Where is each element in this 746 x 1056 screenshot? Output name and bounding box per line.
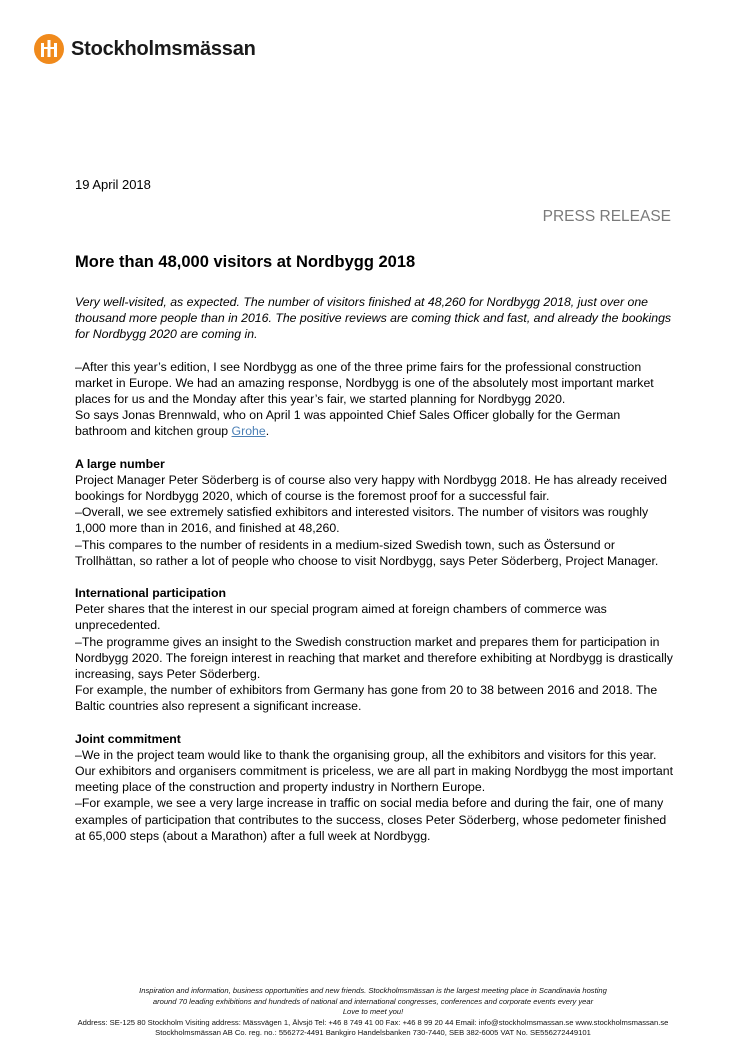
lead-paragraph: Very well-visited, as expected. The number of visitors finished at 48,260 for Nordbygg 2018, just over one thousand more people than in 2016. The positive reviews are coming thick and fast, and already the bookings for Nordbygg 2020 are coming in. bbox=[75, 295, 672, 342]
grohe-link[interactable]: Grohe bbox=[231, 424, 266, 439]
section-heading: International participation bbox=[75, 586, 226, 601]
section-paragraph: –Overall, we see extremely satisfied exhibitors and interested visitors. The number of visitors was roughly 1,000 more than in 2016, and finished at 48,260. bbox=[75, 505, 649, 536]
logo-text: Stockholmsmässan bbox=[71, 37, 256, 60]
section-paragraph: –We in the project team would like to thank the organising group, all the exhibitors and visitors for this year. Our exhibitors and organisers commitment is priceless, we are all part in making Nordbygg the most important meeting place of the construction and property industry in Northern Europe. bbox=[75, 747, 674, 795]
article-body bbox=[75, 252, 675, 844]
intro-paragraph: –After this year’s edition, I see Nordbygg as one of the three prime fairs for the professional construction market in Europe. We had an amazing response, Nordbygg is one of the absolutely most important market places for us and the Monday after this year’s fair, we started planning for Nordbygg 2020. bbox=[75, 359, 654, 407]
section-paragraph: Peter shares that the interest in our special program aimed at foreign chambers of commerce was unprecedented. bbox=[75, 602, 607, 633]
release-date: 19 April 2018 bbox=[75, 177, 151, 192]
footer-company-info: Stockholmsmässan AB Co. reg. no.: 556272-4491 Bankgiro Handelsbanken 730-7440, SEB 382-6005 VAT No. SE556272449101 bbox=[155, 1028, 591, 1037]
section-paragraph: Project Manager Peter Söderberg is of course also very happy with Nordbygg 2018. He has already received bookings for Nordbygg 2020, which of course is the foremost proof for a successful fair. bbox=[75, 472, 667, 504]
document-type-label: PRESS RELEASE bbox=[542, 208, 671, 225]
footer-slogan: Love to meet you! bbox=[342, 1007, 404, 1016]
logo bbox=[34, 34, 256, 64]
footer-address: Address: SE-125 80 Stockholm Visiting address: Mässvägen 1, Älvsjö Tel: +46 8 749 41 00 Fax: +46 8 99 20 44 Email: info@stockholmsmassan.se www.stockholmsmassan.se bbox=[77, 1017, 669, 1027]
attribution-end: . bbox=[265, 424, 270, 439]
section-paragraph: –This compares to the number of residents in a medium-sized Swedish town, such as Östersund or Trollhättan, so rather a lot of people who choose to visit Nordbygg, says Peter Söderberg, Project Manager. bbox=[75, 537, 659, 568]
section-paragraph: –The programme gives an insight to the Swedish construction market and prepares them for participation in Nordbygg 2020. The foreign interest in reaching that market and therefore exhibiting at Nordbygg is drastically increasing, says Peter Söderberg. bbox=[75, 634, 673, 682]
article-title: More than 48,000 visitors at Nordbygg 2018 bbox=[75, 253, 416, 271]
footer-tagline: Inspiration and information, business opportunities and new friends. Stockholmsmässan is the largest meeting place in Scandinavia hosting bbox=[139, 986, 607, 995]
section-paragraph: For example, the number of exhibitors from Germany has gone from 20 to 38 between 2016 and 2018. The Baltic countries also represent a significant increase. bbox=[75, 683, 658, 714]
section-paragraph: –For example, we see a very large increase in traffic on social media before and during the fair, one of many examples of participation that contributes to the success, closes Peter Söderberg, whose pedometer finished at 65,000 steps (about a Marathon) after a full week at Nordbygg. bbox=[75, 796, 667, 843]
section-heading: Joint commitment bbox=[75, 731, 181, 746]
attribution-paragraph bbox=[75, 407, 675, 439]
attribution-text: So says Jonas Brennwald, who on April 1 was appointed Chief Sales Officer globally for the German bathroom and kitchen group bbox=[75, 408, 621, 439]
stockholmsmassan-logo-icon bbox=[34, 34, 64, 64]
footer-tagline: around 70 leading exhibitions and hundreds of national and international congresses, conferences and corporate events every year bbox=[152, 996, 594, 1006]
page-footer bbox=[0, 986, 746, 1039]
section-heading: A large number bbox=[75, 456, 165, 471]
